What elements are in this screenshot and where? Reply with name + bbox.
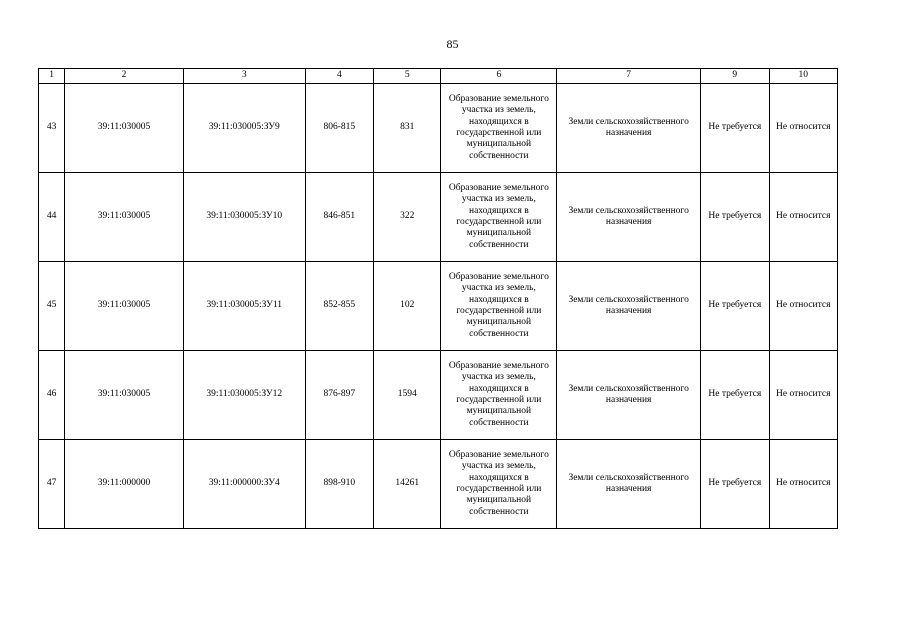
column-9-cell: Не требуется [701,262,769,351]
formation-method-cell: Образование земельного участка из земель, находящихся в государственной или муниципальной собственности [441,440,557,529]
table-row [39,351,838,440]
column-header: 7 [557,69,701,84]
column-header: 10 [769,69,837,84]
boundary-points-cell: 898-910 [305,440,373,529]
area-cell: 14261 [374,440,441,529]
plot-designation-cell: 39:11:030005:ЗУ12 [183,351,305,440]
area-cell: 102 [374,262,441,351]
land-plots-table [38,68,838,529]
column-10-cell: Не относится [769,440,837,529]
table-row [39,262,838,351]
boundary-points-cell: 876-897 [305,351,373,440]
column-9-cell: Не требуется [701,351,769,440]
row-number-cell: 46 [39,351,65,440]
formation-method-cell: Образование земельного участка из земель, находящихся в государственной или муниципальной собственности [441,351,557,440]
formation-method-cell: Образование земельного участка из земель, находящихся в государственной или муниципальной собственности [441,262,557,351]
land-category-cell: Земли сельскохозяйственного назначения [557,351,701,440]
cadastral-quarter-cell: 39:11:030005 [65,262,184,351]
column-10-cell: Не относится [769,84,837,173]
cadastral-quarter-cell: 39:11:030005 [65,84,184,173]
column-9-cell: Не требуется [701,440,769,529]
area-cell: 831 [374,84,441,173]
boundary-points-cell: 806-815 [305,84,373,173]
row-number-cell: 44 [39,173,65,262]
row-number-cell: 43 [39,84,65,173]
column-header: 2 [65,69,184,84]
column-10-cell: Не относится [769,173,837,262]
land-category-cell: Земли сельскохозяйственного назначения [557,440,701,529]
table-row [39,440,838,529]
table-row [39,173,838,262]
column-header: 6 [441,69,557,84]
boundary-points-cell: 846-851 [305,173,373,262]
formation-method-cell: Образование земельного участка из земель, находящихся в государственной или муниципальной собственности [441,173,557,262]
area-cell: 1594 [374,351,441,440]
column-header: 9 [701,69,769,84]
column-9-cell: Не требуется [701,84,769,173]
cadastral-quarter-cell: 39:11:000000 [65,440,184,529]
plot-designation-cell: 39:11:000000:ЗУ4 [183,440,305,529]
header-row [39,69,838,84]
column-10-cell: Не относится [769,351,837,440]
column-header: 3 [183,69,305,84]
plot-designation-cell: 39:11:030005:ЗУ9 [183,84,305,173]
formation-method-cell: Образование земельного участка из земель, находящихся в государственной или муниципальной собственности [441,84,557,173]
column-9-cell: Не требуется [701,173,769,262]
row-number-cell: 45 [39,262,65,351]
column-header: 5 [374,69,441,84]
land-category-cell: Земли сельскохозяйственного назначения [557,84,701,173]
column-header: 4 [305,69,373,84]
cadastral-quarter-cell: 39:11:030005 [65,173,184,262]
row-number-cell: 47 [39,440,65,529]
area-cell: 322 [374,173,441,262]
land-category-cell: Земли сельскохозяйственного назначения [557,262,701,351]
column-header: 1 [39,69,65,84]
boundary-points-cell: 852-855 [305,262,373,351]
cadastral-quarter-cell: 39:11:030005 [65,351,184,440]
plot-designation-cell: 39:11:030005:ЗУ11 [183,262,305,351]
table-row [39,84,838,173]
column-10-cell: Не относится [769,262,837,351]
page-number: 85 [446,37,459,51]
plot-designation-cell: 39:11:030005:ЗУ10 [183,173,305,262]
land-category-cell: Земли сельскохозяйственного назначения [557,173,701,262]
